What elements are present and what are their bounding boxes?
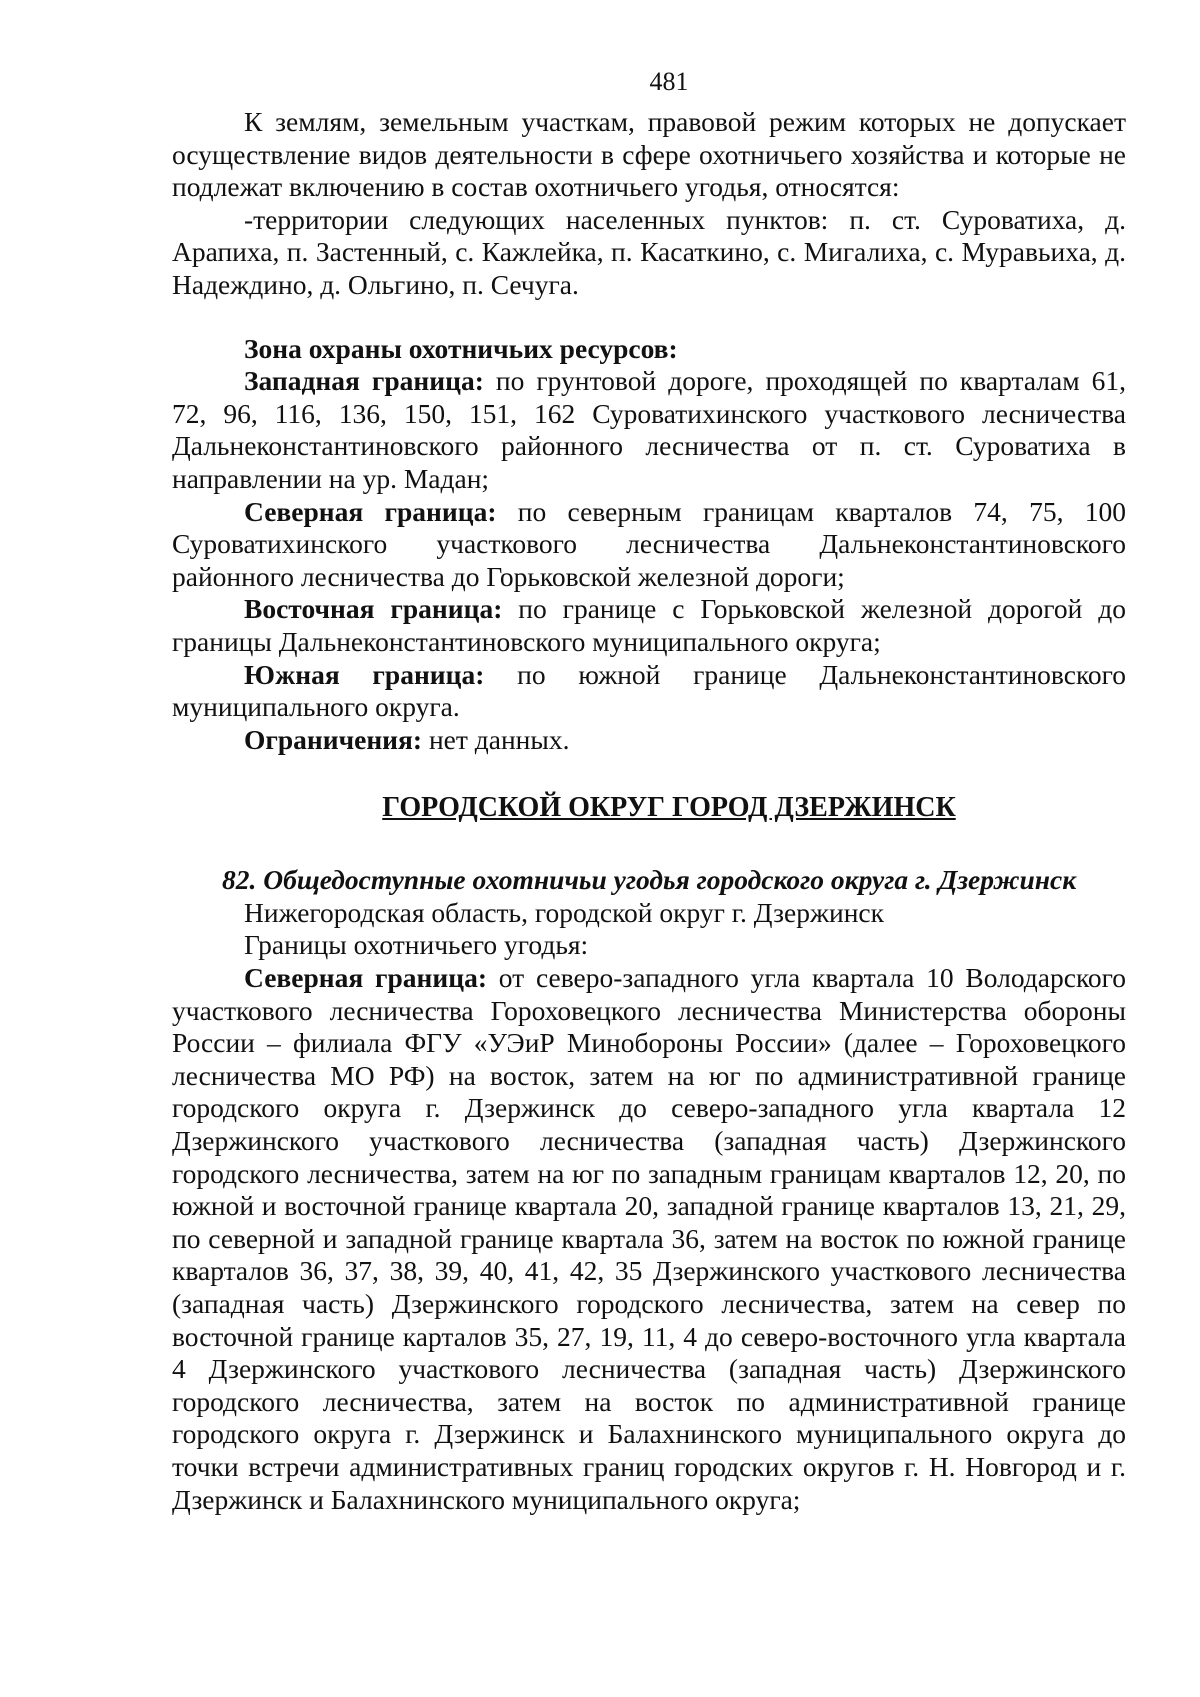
north-boundary-text: по северным границам кварталов 74, 75, 100 Суроватихинского участкового лесничества Дальнеконстантиновского районного лесничества до Горьковской железной дороги; (172, 495, 1126, 592)
section-heading: ГОРОДСКОЙ ОКРУГ ГОРОД ДЗЕРЖИНСК (382, 792, 956, 824)
east-boundary-text: по границе с Горьковской железной дорогой до границы Дальнеконстантиновского муниципального округа; (172, 593, 1126, 657)
protection-zone-title-text: Зона охраны охотничьих ресурсов: (244, 332, 678, 364)
south-boundary-label: Южная граница: (244, 658, 485, 690)
protection-zone-restrictions (172, 724, 1126, 757)
protection-zone-title (172, 333, 1126, 366)
hunting-north-boundary-label: Северная граница: (244, 962, 487, 994)
page-number: 481 (649, 67, 689, 96)
spacer (172, 756, 1126, 788)
hunting-ground-north-boundary (172, 962, 1126, 1516)
document-page (172, 62, 1126, 1516)
subsection-heading: 82. Общедоступные охотничьи угодья городского округа г. Дзержинск (222, 864, 1077, 896)
protection-zone-east-boundary (172, 593, 1126, 658)
west-boundary-text: по грунтовой дороге, проходящей по кварталам 61, 72, 96, 116, 136, 150, 151, 162 Суроватихинского участкового лесничества Дальнеконстантиновского районного лесничества от п. ст. Суроватиха в направлении на ур. Мадан; (172, 365, 1126, 494)
protection-zone-south-boundary (172, 659, 1126, 724)
restrictions-text: нет данных. (422, 723, 570, 755)
intro-paragraph: К землям, земельным участкам, правовой режим которых не допускает осуществление видов деятельности в сфере охотничьего хозяйства и которые не подлежат включению в состав охотничьего угодья, относятся: (172, 106, 1126, 203)
north-boundary-label: Северная граница: (244, 495, 497, 527)
west-boundary-label: Западная граница: (244, 365, 484, 397)
settlements-paragraph: -территории следующих населенных пунктов: п. ст. Суроватиха, д. Арапиха, п. Застенный, с. Кажлейка, п. Касаткино, с. Мигалиха, с. Муравьиха, д. Надеждино, д. Ольгино, п. Сечуга. (172, 203, 1126, 300)
south-boundary-text: по южной границе Дальнеконстантиновского муниципального округа. (172, 658, 1127, 723)
restrictions-label: Ограничения: (244, 723, 423, 755)
east-boundary-label: Восточная граница: (244, 593, 503, 625)
protection-zone-north-boundary (172, 496, 1126, 594)
boundaries-title: Границы охотничьего угодья: (244, 929, 589, 961)
protection-zone-west-boundary (172, 365, 1126, 495)
spacer (172, 828, 1126, 864)
spacer (172, 302, 1126, 333)
hunting-north-boundary-text: от северо-западного угла квартала 10 Володарского участкового лесничества Гороховецкого лесничества Министерства обороны России – филиала ФГУ «УЭиР Минобороны России» (далее – Гороховецкого лесничества МО РФ) на восток, затем на юг по административной границе городского округа г. Дзержинск до северо-западного угла квартала 12 Дзержинского участкового лесничества (западная часть) Дзержинского городского лесничества, затем на юг по западным границам кварталов 12, 20, по южной и восточной границе квартала 20, западной границе кварталов 13, 21, 29, по северной и западной границе квартала 36, затем на восток по южной границе кварталов 36, 37, 38, 39, 40, 41, 42, 35 Дзержинского участкового лесничества (западная часть) Дзержинского городского лесничества, затем на север по восточной границе карталов 35, 27, 19, 11, 4 до северо-восточного угла квартала 4 Дзержинского участкового лесничества (западная часть) Дзержинского городского лесничества, затем на восток по административной границе городского округа г. Дзержинск и Балахнинского муниципального округа до точки встречи административных границ городских округов г. Н. Новгород и г. Дзержинск и Балахнинского муниципального округа; (172, 962, 1127, 1515)
location-line: Нижегородская область, городской округ г. Дзержинск (244, 896, 884, 928)
